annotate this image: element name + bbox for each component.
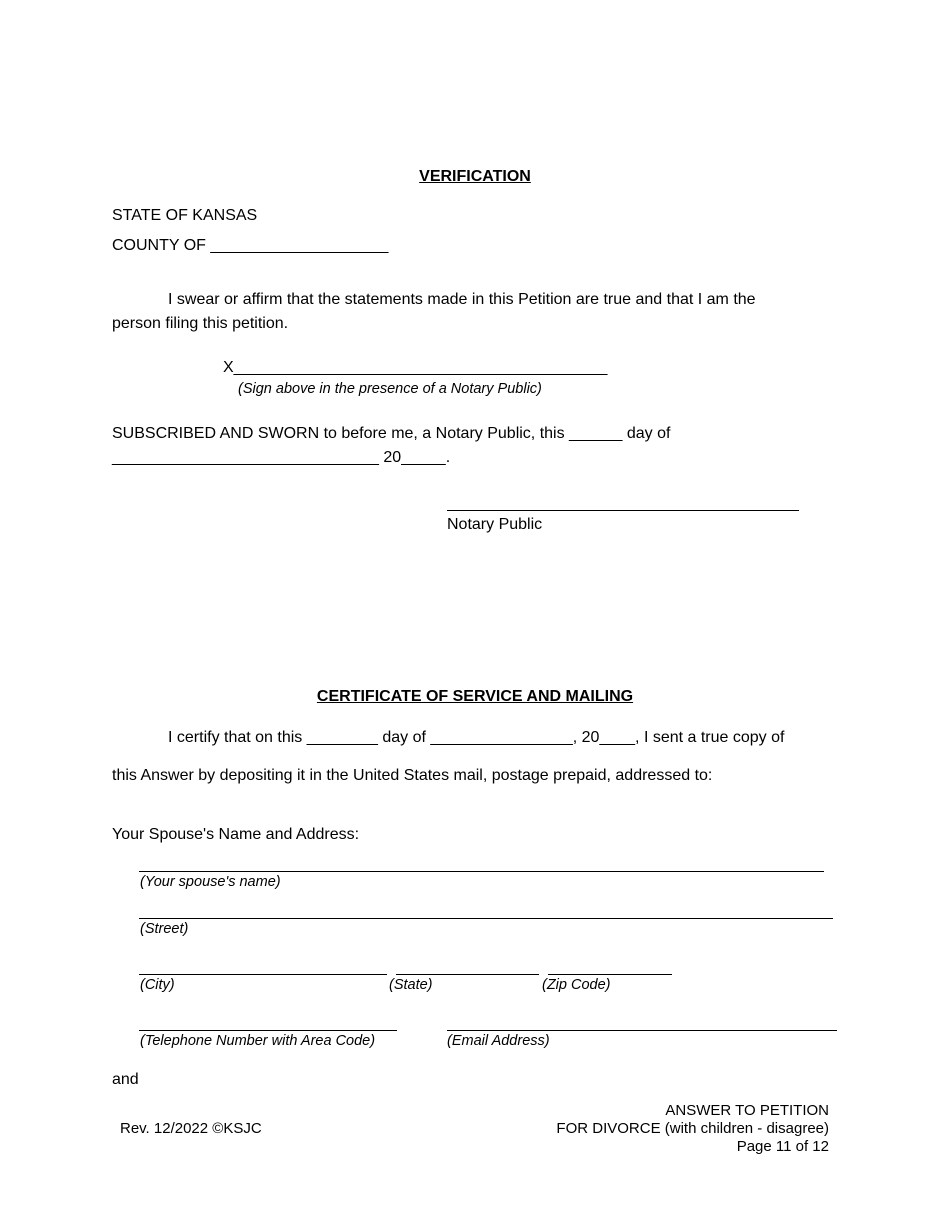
certify-text-line1[interactable]: I certify that on this ________ day of ________________, 20____, I sent a true copy of — [168, 729, 785, 746]
doc-title-line1: ANSWER TO PETITION — [665, 1102, 829, 1119]
affirmation-text-line1: I swear or affirm that the statements made in this Petition are true and that I am the — [168, 291, 756, 308]
doc-title-line2: FOR DIVORCE (with children - disagree) — [556, 1120, 829, 1137]
spouse-address-heading: Your Spouse's Name and Address: — [112, 826, 360, 843]
subscribed-text-line1[interactable]: SUBSCRIBED AND SWORN to before me, a Notary Public, this ______ day of — [112, 425, 671, 442]
state-label: (State) — [389, 977, 433, 993]
spouse-name-line[interactable] — [139, 871, 824, 872]
city-label: (City) — [140, 977, 175, 993]
street-line[interactable] — [139, 918, 833, 919]
street-label: (Street) — [140, 921, 189, 937]
phone-line[interactable] — [139, 1030, 397, 1031]
certificate-title: CERTIFICATE OF SERVICE AND MAILING — [316, 688, 634, 705]
email-line[interactable] — [447, 1030, 837, 1031]
verification-title: VERIFICATION — [419, 168, 531, 185]
city-line[interactable] — [139, 974, 387, 975]
page-number: Page 11 of 12 — [736, 1138, 829, 1155]
revision-note: Rev. 12/2022 ©KSJC — [120, 1120, 262, 1137]
notary-signature-line[interactable] — [447, 510, 799, 511]
notary-public-label: Notary Public — [447, 516, 543, 533]
zip-line[interactable] — [548, 974, 672, 975]
state-line: STATE OF KANSAS — [112, 207, 258, 224]
phone-label: (Telephone Number with Area Code) — [140, 1033, 376, 1049]
signature-field[interactable]: X__________________________________________ — [223, 359, 608, 376]
affirmation-text-line2: person filing this petition. — [112, 315, 289, 332]
state-input-line[interactable] — [396, 974, 539, 975]
and-text: and — [112, 1071, 139, 1088]
email-label: (Email Address) — [447, 1033, 550, 1049]
signature-instruction: (Sign above in the presence of a Notary Public) — [238, 381, 542, 397]
subscribed-date-field[interactable]: ______________________________ 20_____. — [112, 449, 451, 466]
spouse-name-label: (Your spouse's name) — [140, 874, 281, 890]
certify-text-line2: this Answer by depositing it in the United States mail, postage prepaid, addressed to: — [112, 767, 713, 784]
county-field[interactable]: COUNTY OF ____________________ — [112, 237, 389, 254]
zip-label: (Zip Code) — [542, 977, 611, 993]
